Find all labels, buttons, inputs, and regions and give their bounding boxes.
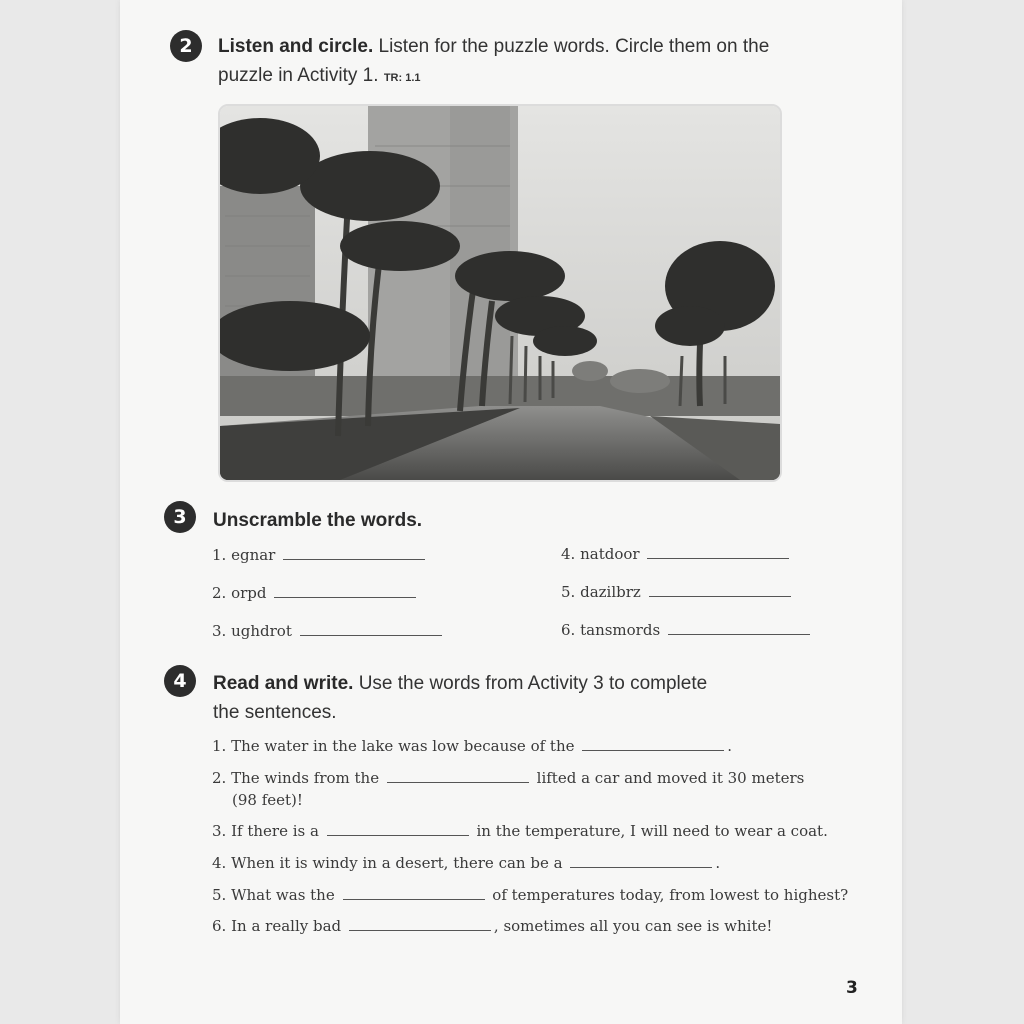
activity-2-heading	[218, 32, 798, 93]
answer-blank[interactable]	[300, 634, 442, 636]
unscramble-item	[212, 583, 419, 603]
item-number: 5.	[212, 886, 227, 904]
answer-blank[interactable]	[387, 781, 529, 783]
sentence-end: .	[715, 854, 721, 872]
activity-4-instruction-line1: Use the words from Activity 3 to complete	[358, 673, 708, 694]
sentence-start: The water in the lake was low because of the	[231, 737, 575, 755]
sentence-start: In a really bad	[231, 917, 342, 935]
answer-blank[interactable]	[570, 866, 712, 868]
answer-blank[interactable]	[327, 834, 469, 836]
sentence-item	[212, 916, 772, 936]
sentence-start: When it is windy in a desert, there can be a	[231, 854, 563, 872]
sentence-start: What was the	[231, 886, 335, 904]
sentence-item	[212, 768, 804, 788]
activity-2-title: Listen and circle.	[218, 36, 374, 57]
item-number: 4.	[561, 545, 576, 563]
track-label: TR: 1.1	[383, 72, 421, 84]
activity-4-number: 4	[173, 670, 187, 692]
sentence-end: , sometimes all you can see is white!	[493, 917, 773, 935]
item-number: 2.	[212, 584, 227, 602]
sentence-continuation	[232, 790, 303, 810]
item-number: 5.	[561, 583, 576, 601]
sentence-end: of temperatures today, from lowest to highest?	[492, 886, 849, 904]
scrambled-word: orpd	[231, 584, 267, 602]
scrambled-word: natdoor	[580, 545, 640, 563]
item-number: 2.	[212, 769, 227, 787]
answer-blank[interactable]	[668, 633, 810, 635]
activity-2-instruction-line2: puzzle in Activity 1.	[218, 65, 379, 86]
activity-4-instruction-line2: the sentences.	[213, 702, 337, 723]
item-number: 3.	[212, 822, 227, 840]
activity-4-title: Read and write.	[213, 673, 354, 694]
sentence-end: in the temperature, I will need to wear a coat.	[476, 822, 828, 840]
activity-3-heading	[213, 506, 422, 535]
activity-2-number: 2	[179, 35, 193, 57]
answer-blank[interactable]	[343, 898, 485, 900]
item-number: 1.	[212, 546, 227, 564]
activity-3-badge	[164, 501, 196, 533]
item-number: 6.	[561, 621, 576, 639]
storm-photo	[218, 104, 782, 482]
answer-blank[interactable]	[274, 596, 416, 598]
item-number: 4.	[212, 854, 227, 872]
unscramble-item	[561, 544, 792, 564]
sentence-end: .	[727, 737, 733, 755]
scrambled-word: tansmords	[580, 621, 661, 639]
unscramble-item	[212, 545, 428, 565]
item-number: 3.	[212, 622, 227, 640]
answer-blank[interactable]	[582, 749, 724, 751]
unscramble-item	[561, 620, 813, 640]
activity-4-heading	[213, 669, 813, 727]
scrambled-word: egnar	[231, 546, 276, 564]
scrambled-word: ughdrot	[231, 622, 292, 640]
item-number: 6.	[212, 917, 227, 935]
answer-blank[interactable]	[283, 558, 425, 560]
sentence-item	[212, 853, 720, 873]
activity-2-instruction-line1: Listen for the puzzle words. Circle them on the	[378, 36, 770, 57]
answer-blank[interactable]	[349, 929, 491, 931]
page-number: 3	[846, 978, 858, 998]
activity-2-badge	[170, 30, 202, 62]
storm-palm-trees-image	[220, 106, 780, 480]
activity-3-title: Unscramble the words.	[213, 510, 423, 531]
sentence-item	[212, 736, 732, 756]
sentence-start: The winds from the	[231, 769, 380, 787]
sentence-end: lifted a car and moved it 30 meters	[536, 769, 805, 787]
item-number: 1.	[212, 737, 227, 755]
unscramble-item	[212, 621, 445, 641]
sentence-item	[212, 821, 828, 841]
answer-blank[interactable]	[649, 595, 791, 597]
answer-blank[interactable]	[647, 557, 789, 559]
activity-3-number: 3	[173, 506, 187, 528]
sentence-item	[212, 885, 848, 905]
unscramble-item	[561, 582, 794, 602]
sentence-line2: (98 feet)!	[232, 791, 303, 809]
activity-4-badge	[164, 665, 196, 697]
sentence-start: If there is a	[231, 822, 319, 840]
scrambled-word: dazilbrz	[580, 583, 641, 601]
